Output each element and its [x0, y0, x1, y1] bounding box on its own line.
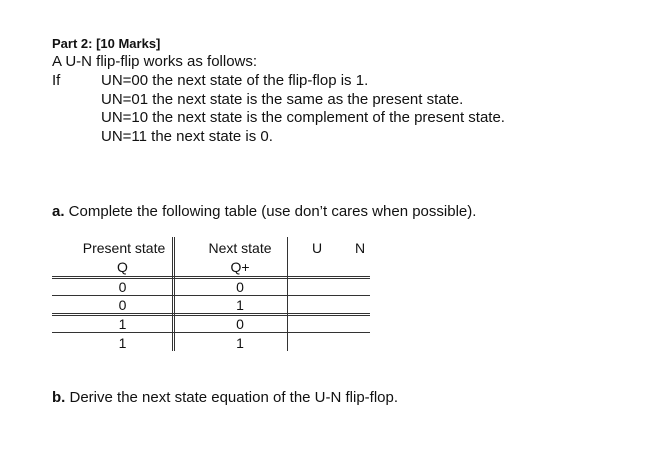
- table-divider: [52, 276, 370, 279]
- question-b-text: Derive the next state equation of the U-N flip-flop.: [65, 389, 399, 406]
- table-column-divider: [172, 237, 175, 351]
- table-divider: [52, 313, 370, 316]
- subheader-q: Q: [117, 259, 128, 275]
- if-label: If: [52, 72, 61, 89]
- header-u: U: [311, 240, 323, 256]
- row-q-plus: 0: [236, 279, 244, 295]
- question-a-label: a.: [52, 203, 65, 220]
- question-b-label: b.: [52, 389, 66, 406]
- table-divider: [52, 332, 370, 333]
- table-column-divider: [287, 237, 288, 351]
- row-q: 1: [118, 316, 127, 332]
- part-heading: Part 2: [10 Marks]: [52, 36, 161, 51]
- row-q-plus: 0: [236, 316, 244, 332]
- table-divider: [52, 295, 370, 296]
- rule-line: UN=01 the next state is the same as the present state.: [101, 91, 464, 108]
- rule-line: UN=10 the next state is the complement of the present state.: [101, 109, 505, 126]
- header-next-state: Next state: [208, 240, 272, 256]
- subheader-q-plus: Q+: [230, 259, 250, 275]
- row-q-plus: 1: [236, 297, 244, 313]
- intro-text: A U-N flip-flip works as follows:: [52, 53, 258, 70]
- rule-line: UN=00 the next state of the flip-flop is 1.: [101, 72, 369, 89]
- row-q-plus: 1: [236, 335, 244, 351]
- question-a: [52, 203, 476, 220]
- rule-line: UN=11 the next state is 0.: [101, 128, 273, 145]
- question-b: [52, 389, 398, 406]
- row-q: 1: [118, 335, 127, 351]
- row-q: 0: [118, 297, 127, 313]
- header-present-state: Present state: [82, 240, 166, 256]
- header-n: N: [354, 240, 366, 256]
- question-a-text: Complete the following table (use don’t cares when possible).: [64, 203, 477, 220]
- row-q: 0: [118, 279, 127, 295]
